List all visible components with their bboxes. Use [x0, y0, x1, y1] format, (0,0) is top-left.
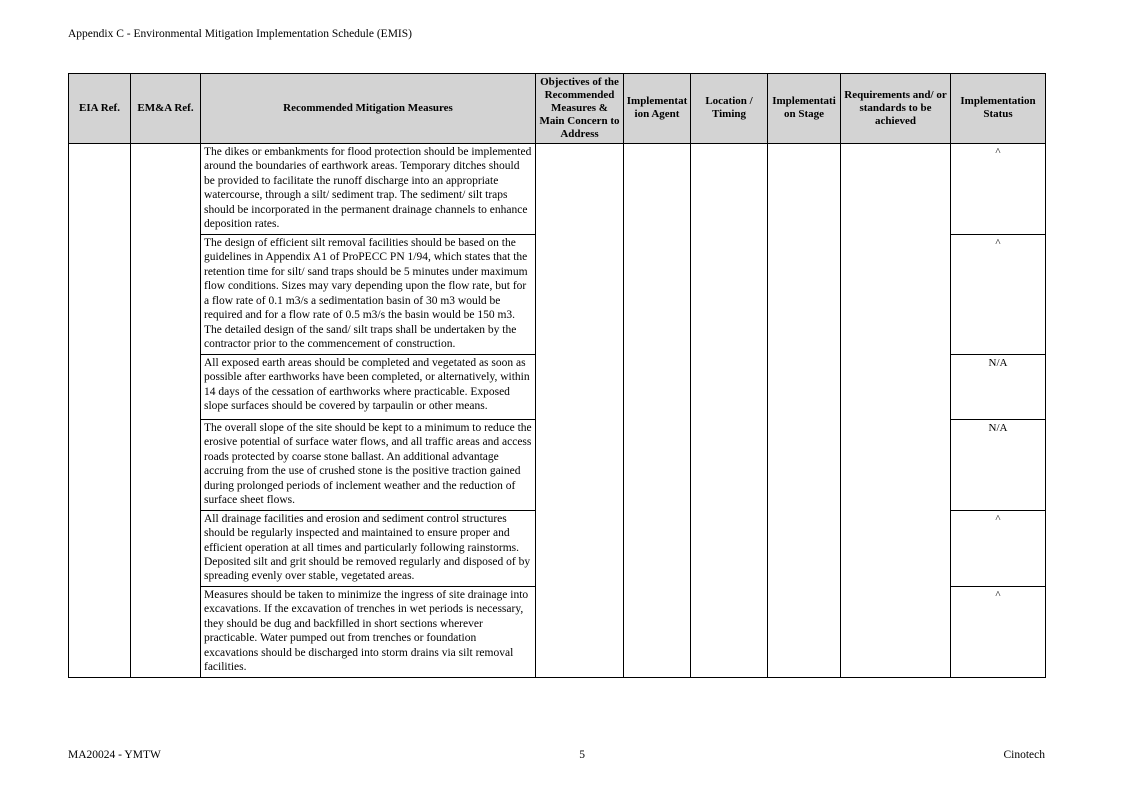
cell-mitigation-measure: The design of efficient silt removal facilities should be based on the guidelines in Appendix A1 of ProPECC PN 1/94, which states that the retention time for silt/ sand traps should be 5 minutes under maximum flow conditions. Sizes may vary depending upon the flow rate, but for a flow rate of 0.1 m3/s a sedimentation basin of 30 m3 would be required and for a flow rate of 0.5 m3/s the basin would be 150 m3. The detailed design of the sand/ silt traps shall be undertaken by the contractor prior to the commencement of construction. — [201, 234, 536, 354]
cell-implementation-status: ^ — [951, 234, 1046, 354]
cell-location-timing — [691, 143, 768, 677]
header-recommended-mitigation-measures: Recommended Mitigation Measures — [201, 74, 536, 144]
header-objectives: Objectives of the Recommended Measures & Main Concern to Address — [536, 74, 624, 144]
header-ema-ref: EM&A Ref. — [131, 74, 201, 144]
header-implementation-stage: Implementation Stage — [768, 74, 841, 144]
cell-implementation-stage — [768, 143, 841, 677]
header-eia-ref: EIA Ref. — [69, 74, 131, 144]
header-implementation-status: Implementation Status — [951, 74, 1046, 144]
header-implementation-agent: Implementation Agent — [624, 74, 691, 144]
cell-implementation-agent — [624, 143, 691, 677]
table-row — [69, 143, 1046, 234]
cell-mitigation-measure: All exposed earth areas should be completed and vegetated as soon as possible after earthworks have been completed, or alternatively, within 14 days of the cessation of earthworks where practicable. Exposed slope surfaces should be covered by tarpaulin or other means. — [201, 354, 536, 419]
header-requirements-standards: Requirements and/ or standards to be achieved — [841, 74, 951, 144]
cell-implementation-status: ^ — [951, 510, 1046, 586]
footer-project-ref: MA20024 - YMTW — [68, 749, 161, 761]
page-title: Appendix C - Environmental Mitigation Implementation Schedule (EMIS) — [68, 28, 412, 40]
page-footer — [68, 749, 1045, 761]
cell-ema-ref — [131, 143, 201, 677]
cell-mitigation-measure: The overall slope of the site should be kept to a minimum to reduce the erosive potential of surface water flows, and all traffic areas and access roads protected by coarse stone ballast. An additional advantage accruing from the use of crushed stone is the positive traction gained during prolonged periods of inclement weather and the reduction of surface sheet flows. — [201, 419, 536, 510]
cell-implementation-status: ^ — [951, 586, 1046, 677]
cell-implementation-status: N/A — [951, 354, 1046, 419]
footer-company-name: Cinotech — [1003, 749, 1045, 761]
cell-mitigation-measure: Measures should be taken to minimize the ingress of site drainage into excavations. If the excavation of trenches in wet periods is necessary, they should be dug and backfilled in short sections wherever practicable. Water pumped out from trenches or foundation excavations should be discharged into storm drains via silt removal facilities. — [201, 586, 536, 677]
cell-mitigation-measure: All drainage facilities and erosion and sediment control structures should be regularly inspected and maintained to ensure proper and efficient operation at all times and particularly following rainstorms. Deposited silt and grit should be removed regularly and disposed of by spreading evenly over stable, vegetated areas. — [201, 510, 536, 586]
footer-page-number: 5 — [579, 749, 586, 761]
emis-table — [68, 73, 1046, 678]
table-header-row — [69, 74, 1046, 144]
cell-mitigation-measure: The dikes or embankments for flood protection should be implemented around the boundaries of earthwork areas. Temporary ditches should be provided to facilitate the runoff discharge into an appropriate watercourse, through a silt/ sediment trap. The sediment/ silt traps should be incorporated in the permanent drainage channels to enhance deposition rates. — [201, 143, 536, 234]
header-location-timing: Location / Timing — [691, 74, 768, 144]
cell-requirements-standards — [841, 143, 951, 677]
cell-objectives — [536, 143, 624, 677]
cell-implementation-status: ^ — [951, 143, 1046, 234]
cell-implementation-status: N/A — [951, 419, 1046, 510]
cell-eia-ref — [69, 143, 131, 677]
